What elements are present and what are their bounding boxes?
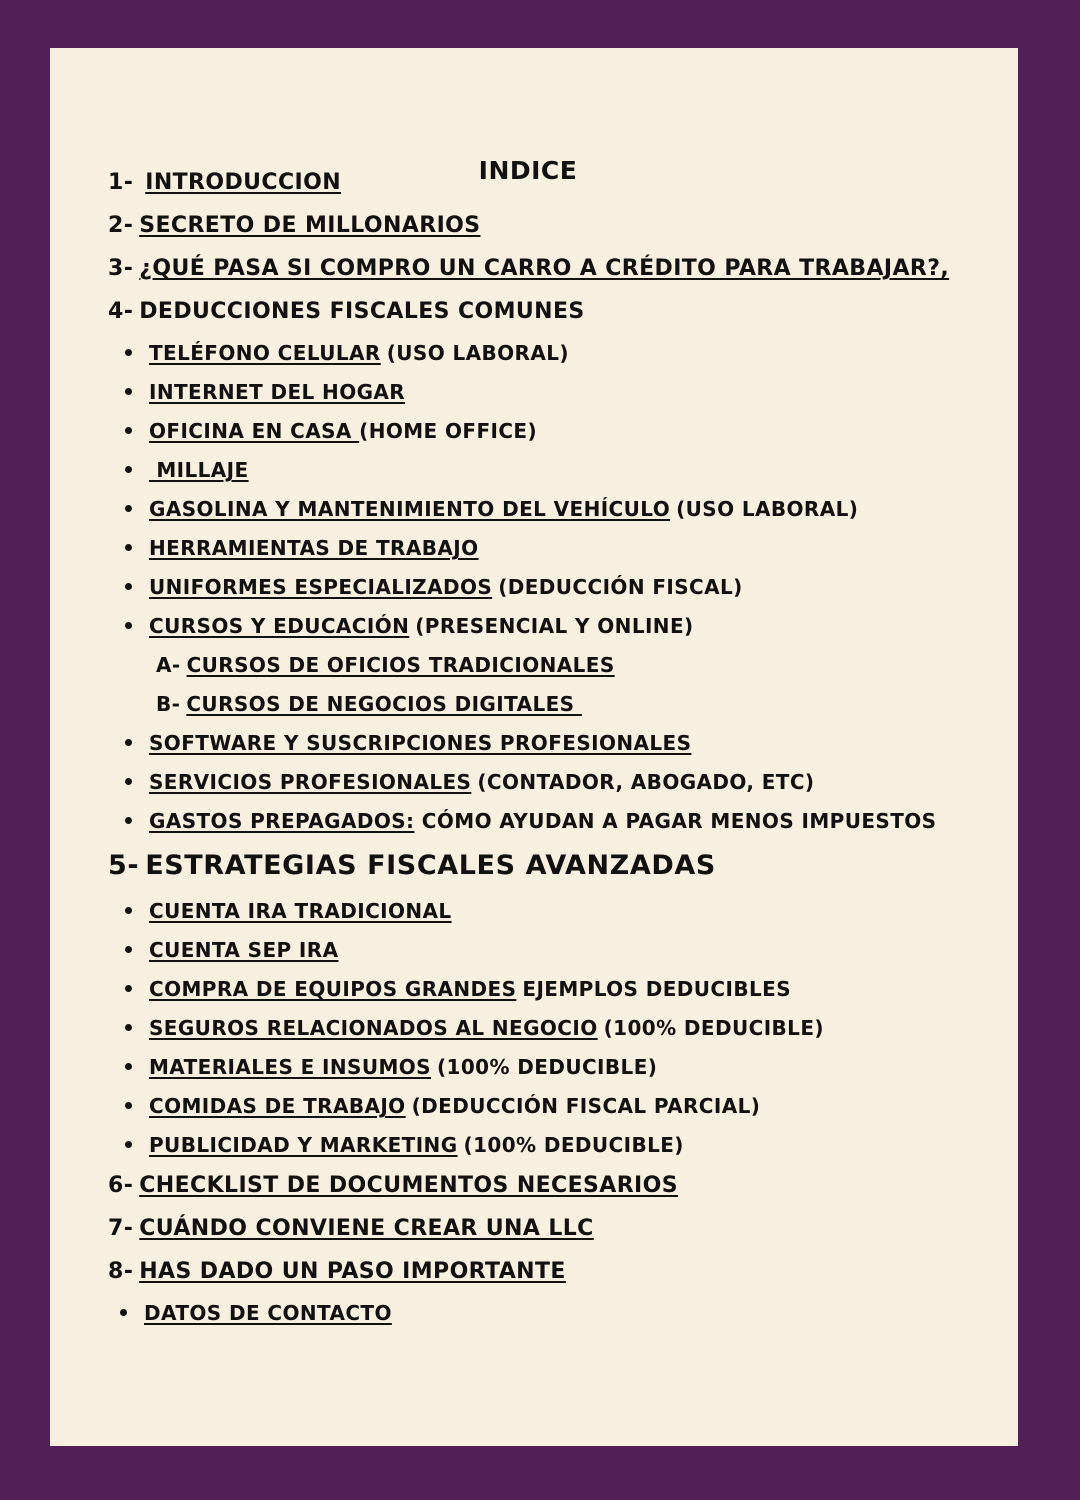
list-item	[149, 614, 694, 638]
item-link[interactable]: OFICINA EN CASA	[149, 419, 360, 443]
item-link[interactable]: COMPRA DE EQUIPOS GRANDES	[149, 977, 517, 1001]
item-link[interactable]: CUENTA SEP IRA	[149, 938, 339, 962]
list-item	[149, 938, 338, 962]
item-note: CÓMO AYUDAN A PAGAR MENOS IMPUESTOS	[414, 809, 937, 833]
sub-letter: A-	[156, 653, 181, 677]
section-link-introduccion[interactable]: INTRODUCCION	[145, 170, 342, 195]
section-heading-estrategias: ESTRATEGIAS FISCALES AVANZADAS	[145, 850, 716, 881]
item-link[interactable]: SERVICIOS PROFESIONALES	[149, 770, 472, 794]
list-item	[149, 380, 405, 404]
list-item	[149, 977, 791, 1001]
section-link-llc[interactable]: CUÁNDO CONVIENE CREAR UNA LLC	[139, 1216, 594, 1241]
item-note: (DEDUCCIÓN FISCAL)	[498, 575, 743, 599]
list-item	[149, 899, 452, 923]
section-number: 7-	[108, 1216, 134, 1241]
section-number: 2-	[108, 213, 134, 238]
list-item	[149, 419, 537, 443]
item-link[interactable]: SOFTWARE Y SUSCRIPCIONES PROFESIONALES	[149, 731, 692, 755]
item-note: (CONTADOR, ABOGADO, ETC)	[477, 770, 815, 794]
list-item	[149, 770, 814, 794]
list-item	[149, 731, 691, 755]
section-8	[108, 1259, 566, 1284]
section-heading-deducciones: DEDUCCIONES FISCALES COMUNES	[139, 299, 585, 324]
section-number: 6-	[108, 1173, 134, 1198]
item-link[interactable]: PUBLICIDAD Y MARKETING	[149, 1133, 458, 1157]
list-item	[149, 575, 743, 599]
section-link-secreto[interactable]: SECRETO DE MILLONARIOS	[139, 213, 481, 238]
item-link[interactable]: MATERIALES E INSUMOS	[149, 1055, 431, 1079]
item-note: (USO LABORAL)	[386, 341, 569, 365]
item-link[interactable]: COMIDAS DE TRABAJO	[149, 1094, 406, 1118]
item-link[interactable]: TELÉFONO CELULAR	[149, 341, 381, 365]
item-link[interactable]: SEGUROS RELACIONADOS AL NEGOCIO	[149, 1016, 598, 1040]
sub-item-link[interactable]: CURSOS DE NEGOCIOS DIGITALES	[186, 692, 582, 716]
item-link[interactable]: UNIFORMES ESPECIALIZADOS	[149, 575, 493, 599]
item-link[interactable]: HERRAMIENTAS DE TRABAJO	[149, 536, 479, 560]
section-6	[108, 1173, 678, 1198]
section-link-paso-importante[interactable]: HAS DADO UN PASO IMPORTANTE	[139, 1259, 566, 1284]
list-item	[144, 1301, 392, 1325]
sub-item	[156, 653, 615, 677]
item-link[interactable]: GASOLINA Y MANTENIMIENTO DEL VEHÍCULO	[149, 497, 671, 521]
item-link[interactable]: MILLAJE	[149, 458, 249, 482]
sub-item-link[interactable]: CURSOS DE OFICIOS TRADICIONALES	[186, 653, 615, 677]
list-item	[149, 1016, 824, 1040]
item-link[interactable]: CUENTA IRA TRADICIONAL	[149, 899, 452, 923]
section-link-checklist[interactable]: CHECKLIST DE DOCUMENTOS NECESARIOS	[139, 1173, 678, 1198]
item-note: (USO LABORAL)	[676, 497, 859, 521]
item-link[interactable]: INTERNET DEL HOGAR	[149, 380, 406, 404]
contact-link[interactable]: DATOS DE CONTACTO	[144, 1301, 392, 1325]
section-number: 1-	[108, 170, 134, 195]
item-note: (HOME OFFICE)	[359, 419, 538, 443]
list-item	[149, 497, 858, 521]
list-item	[149, 1133, 684, 1157]
list-item	[149, 341, 569, 365]
list-item	[149, 458, 249, 482]
section-1	[108, 170, 341, 195]
list-item	[149, 1094, 760, 1118]
section-number: 4-	[108, 299, 134, 324]
section-7	[108, 1216, 594, 1241]
list-item	[149, 1055, 657, 1079]
sub-item	[156, 692, 582, 716]
document-page	[50, 48, 1018, 1446]
list-item	[149, 809, 936, 833]
item-note: (100% DEDUCIBLE)	[603, 1016, 824, 1040]
item-note: (100% DEDUCIBLE)	[463, 1133, 684, 1157]
list-item	[149, 536, 478, 560]
item-link[interactable]: GASTOS PREPAGADOS:	[149, 809, 415, 833]
section-3	[108, 256, 949, 281]
section-number: 3-	[108, 256, 134, 281]
item-note: (PRESENCIAL Y ONLINE)	[415, 614, 694, 638]
section-2	[108, 213, 481, 238]
section-link-carro-credito[interactable]: ¿QUÉ PASA SI COMPRO UN CARRO A CRÉDITO PARA TRABAJAR?,	[139, 256, 950, 281]
item-link[interactable]: CURSOS Y EDUCACIÓN	[149, 614, 410, 638]
index-title: INDICE	[478, 156, 578, 185]
item-note: (DEDUCCIÓN FISCAL PARCIAL)	[411, 1094, 761, 1118]
section-5	[108, 850, 716, 881]
section-number: 8-	[108, 1259, 134, 1284]
sub-letter: B-	[156, 692, 181, 716]
section-number: 5-	[108, 850, 140, 881]
item-note: EJEMPLOS DEDUCIBLES	[522, 977, 791, 1001]
item-note: (100% DEDUCIBLE)	[436, 1055, 658, 1079]
section-4	[108, 299, 585, 324]
